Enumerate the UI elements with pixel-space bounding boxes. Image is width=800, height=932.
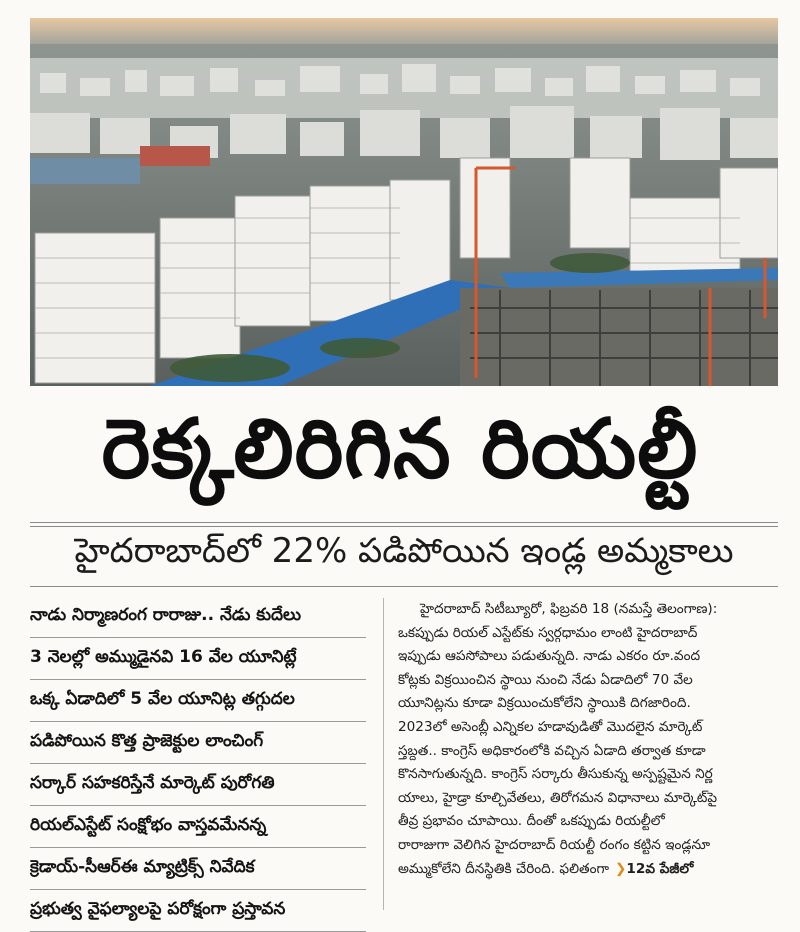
body-line: రారాజుగా వెలిగిన హైదరాబాద్ రియల్టీ రంగం కట్టిన ఇండ్లనూ [398, 836, 711, 853]
highlight-item: 3 నెలల్లో అమ్ముడైనవి 16 వేల యూనిట్లే [30, 638, 366, 680]
body-line: యూనిట్లను కూడా విక్రయించుకోలేని స్థాయికి దిగజారింది. [398, 695, 691, 712]
body-line: కొనసాగుతున్నది. కాంగ్రెస్ సర్కారు తీసుకున్న అస్పష్టమైన నిర్ణ [398, 766, 713, 783]
body-line: యాలు, హైడ్రా కూల్చివేతలు, తిరోగమన విధానాలు మార్కెట్‌పై [398, 789, 718, 806]
body-line: తీవ్ర ప్రభావం చూపాయి. దీంతో ఒకప్పుడు రియల్టీలో [398, 813, 665, 830]
continued-on-page-link[interactable]: 12వ పేజీలో [626, 860, 694, 877]
body-line-last [398, 858, 780, 882]
highlight-item: రియల్‌ఎస్టేట్ సంక్షోభం వాస్తవమేనన్న [30, 806, 366, 848]
highlight-item: సర్కార్ సహకరిస్తేనే మార్కెట్ పురోగతి [30, 764, 366, 806]
body-line: కోట్లకు విక్రయించిన స్థాయి నుంచి నేడు ఏడాదిలో 70 వేల [398, 671, 693, 688]
city-photo-illustration [30, 18, 778, 386]
highlight-item: నాడు నిర్మాణరంగ రారాజు.. నేడు కుదేలు [30, 596, 366, 638]
dateline: హైదరాబాద్ సిటీబ్యూరో, ఫిబ్రవరి 18 (నమస్తే తెలంగాణ): [420, 601, 718, 617]
city-skyline-photo [30, 18, 778, 386]
column-divider [383, 598, 384, 910]
article-body [398, 598, 780, 881]
subheadline-rule [30, 586, 778, 587]
body-line: ఇప్పుడు ఆపసోపాలు పడుతున్నది. నాడు ఎకరం రూ.వంద [398, 648, 701, 665]
highlight-item: ప్రభుత్వ వైఫల్యాలపై పరోక్షంగా ప్రస్తావన [30, 890, 366, 932]
subheadline: హైదరాబాద్‌లో 22% పడిపోయిన ఇండ్ల అమ్మకాలు [74, 531, 734, 571]
body-line-text: అమ్ముకోలేని దీనస్థితికి చేరింది. ఫలితంగా [398, 860, 610, 877]
continued-arrow-icon: ❯ [615, 860, 627, 877]
body-line: ఒకప్పుడు రియల్ ఎస్టేట్‌కు స్వర్గధామం లాంటి హైదరాబాద్ [398, 624, 698, 641]
headline-rule [30, 522, 778, 523]
headline-rule-inner [30, 526, 778, 527]
body-line: 2023లో అసెంబ్లీ ఎన్నికల హడావుడితో మొదలైన మార్కెట్ [398, 718, 703, 735]
highlights-list [30, 596, 366, 932]
highlight-item: పడిపోయిన కొత్త ప్రాజెక్టుల లాంచింగ్ [30, 722, 366, 764]
highlight-item: క్రెడాయ్-సీఆర్‌ఈ మ్యాట్రిక్స్ నివేదిక [30, 848, 366, 890]
body-line: స్తబ్దత.. కాంగ్రెస్ అధికారంలోకి వచ్చిన ఏడాది తర్వాత కూడా [398, 742, 706, 759]
headline: రెక్కలిరిగిన రియల్టీ [101, 401, 699, 497]
highlight-item: ఒక్క ఏడాదిలో 5 వేల యూనిట్ల తగ్గుదల [30, 680, 366, 722]
